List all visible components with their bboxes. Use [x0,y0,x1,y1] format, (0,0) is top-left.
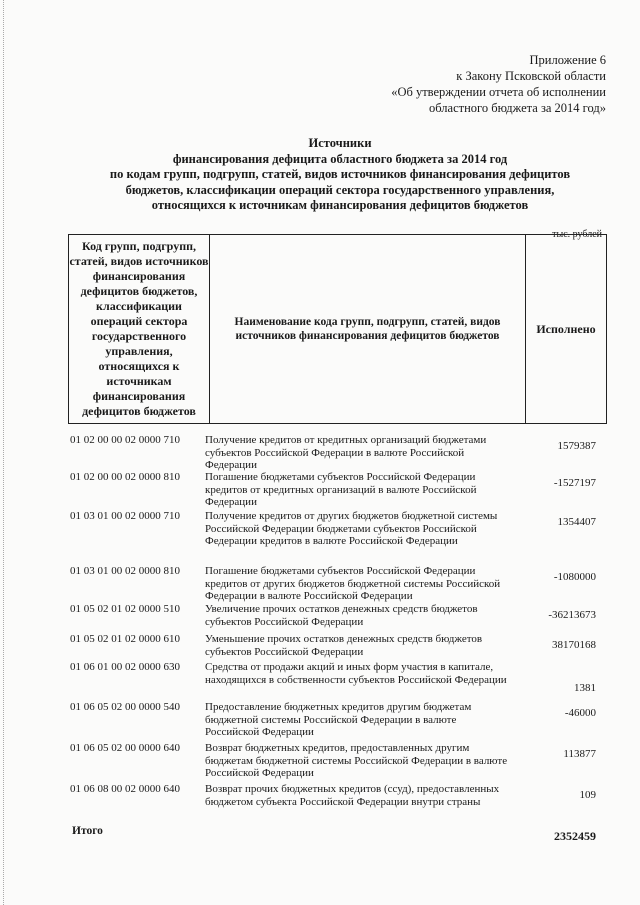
row-name: Получение кредитов от других бюджетов бюджетной системы Российской Федерации бюджетами субъектов Российской Федерации кредитов в валюте Российской Федерации [205,510,498,547]
row-value: 113877 [563,748,596,760]
title-line: Источники [308,136,372,150]
row-code: 01 03 01 00 02 0000 710 [70,510,180,522]
row-value: -46000 [564,707,596,719]
row-value: -36213673 [548,609,596,621]
title-line: финансирования дефицита областного бюджета за 2014 год [172,151,508,166]
row-code: 01 06 05 02 00 0000 540 [70,701,180,713]
appendix-header [391,52,606,116]
row-name: Погашение бюджетами субъектов Российской Федерации кредитов от кредитных организаций в валюте Российской Федерации [205,471,477,508]
scan-edge [3,0,5,905]
row-code: 01 02 00 00 02 0000 810 [70,471,180,483]
row-code: 01 03 01 00 02 0000 810 [70,565,180,577]
table-header [68,234,607,424]
title-line: бюджетов, классификации операций сектора государственного управления, [125,182,555,197]
row-name: Возврат бюджетных кредитов, предоставленных другим бюджетам бюджетной системы Российской Федерации в валюте Российской Федерации [205,742,508,779]
title-line: по кодам групп, подгрупп, статей, видов источников финансирования дефицитов [109,167,571,181]
row-code: 01 05 02 01 02 0000 510 [70,603,180,615]
row-name: Средства от продажи акций и иных форм участия в капитале, находящихся в собственности субъектов Российской Федерации [205,661,507,686]
total-label: Итого [72,825,103,837]
row-value: -1527197 [553,477,596,489]
code-column-header: Код групп, подгрупп, статей, видов источников финансирования дефицитов бюджетов, классификации операций сектора государственного управления, относящихся к источникам финансирования дефицитов бюджетов [69,235,210,424]
row-name: Возврат прочих бюджетных кредитов (ссуд), предоставленных бюджетом субъекта Российской Федерации внутри страны [205,783,500,808]
row-code: 01 05 02 01 02 0000 610 [70,633,180,645]
appendix-line: «Об утверждении отчета об исполнении [391,85,606,99]
appendix-line: к Закону Псковской области [456,69,606,83]
title-line: относящихся к источникам финансирования дефицитов бюджетов [151,198,529,212]
row-name: Увеличение прочих остатков денежных средств бюджетов субъектов Российской Федерации [205,603,478,628]
row-code: 01 06 01 00 02 0000 630 [70,661,180,673]
appendix-line: Приложение 6 [529,53,606,67]
row-value: 1579387 [557,440,596,452]
units-label: тыс. рублей [552,229,602,240]
total-value: 2352459 [554,829,596,843]
row-name: Погашение бюджетами субъектов Российской Федерации кредитов от других бюджетов бюджетной системы Российской Федерации в валюте Российской Федерации [205,565,501,602]
row-value: 1354407 [557,516,596,528]
row-value: -1080000 [553,571,596,583]
row-value: 109 [579,789,596,801]
row-value: 38170168 [552,639,596,651]
row-name: Получение кредитов от кредитных организаций бюджетами субъектов Российской Федерации в валюте Российской Федерации [205,434,487,471]
row-code: 01 06 08 00 02 0000 640 [70,783,180,795]
document-title [40,136,640,214]
row-name: Уменьшение прочих остатков денежных средств бюджетов субъектов Российской Федерации [205,633,483,658]
row-name: Предоставление бюджетных кредитов другим бюджетам бюджетной системы Российской Федерации в валюте Российской Федерации [205,701,472,738]
row-code: 01 02 00 00 02 0000 710 [70,434,180,446]
name-column-header: Наименование кода групп, подгрупп, статей, видов источников финансирования дефицитов бюджетов [210,235,526,424]
appendix-line: областного бюджета за 2014 год» [428,101,606,115]
row-code: 01 06 05 02 00 0000 640 [70,742,180,754]
row-value: 1381 [574,682,596,694]
executed-column-header: Исполнено [526,235,607,424]
